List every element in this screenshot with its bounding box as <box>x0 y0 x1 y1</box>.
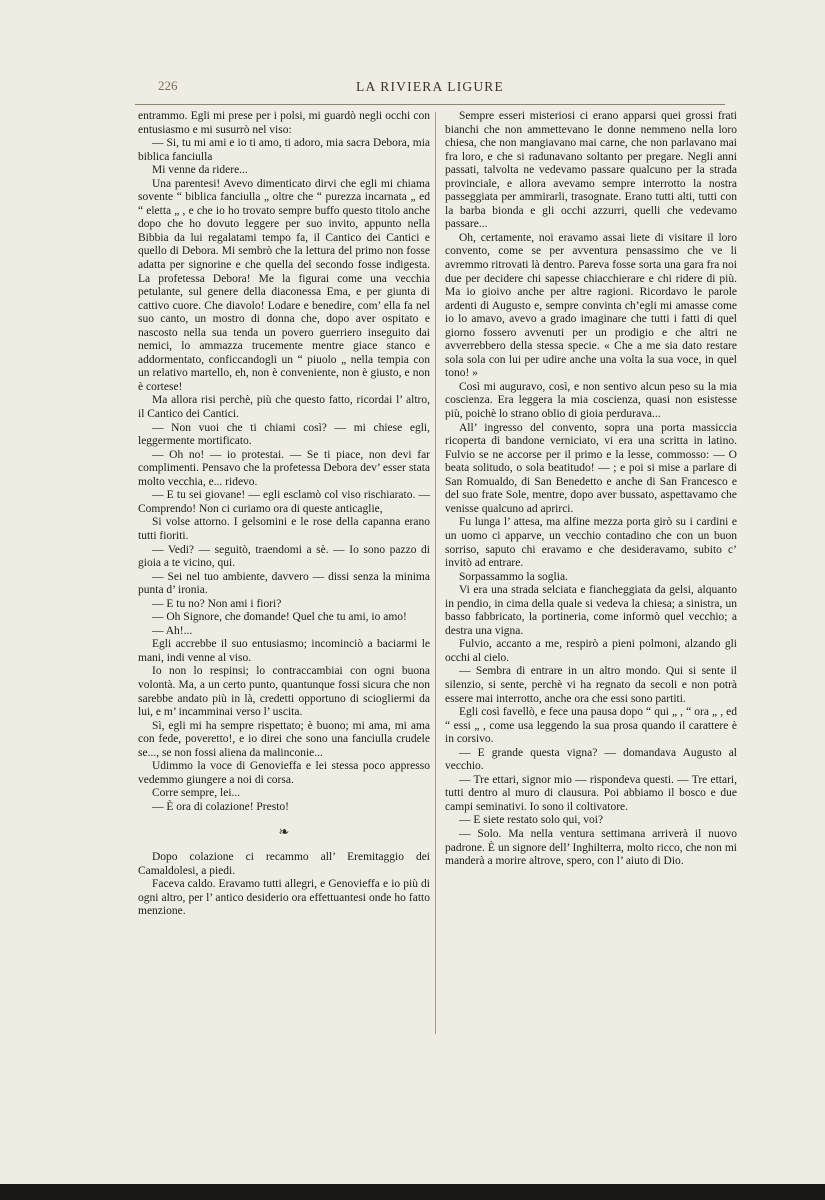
paragraph: — E tu no? Non ami i fiori? <box>152 597 282 610</box>
paragraph: — E grande questa vigna? — domandava Augusto al vecchio. <box>445 746 737 773</box>
paragraph: Fulvio, accanto a me, respirò a pieni polmoni, alzando gli occhi al cielo. <box>445 638 737 664</box>
paragraph: Corre sempre, lei... <box>152 787 241 800</box>
header-rule <box>135 104 725 105</box>
paragraph: Sempre esseri misteriosi ci erano apparsi quei grossi frati bianchi che non ammettevano le donne nemmeno nella loro chiesa, che non mangiavano mai carne, che non parlavano mai fra loro, e che si radunavano soltanto per pregare. Negli anni passati, talvolta ne vedevamo passare qualcuno per la strada provinciale, e allora avevamo sempre interrotto la nostra passeggiata per ammirarli, trasognate. Erano tutti alti, tutti con la barba bionda e gli occhi azzurri, quelli che vedevamo passare... <box>445 110 737 231</box>
paragraph: Vi era una strada selciata e fiancheggiata da gelsi, alquanto in pendio, in cima della quale si vedeva la chiesa; a sinistra, un basso fabbricato, la portineria, come informò quel vecchio; a destra una vigna. <box>445 584 737 637</box>
section-ornament: ❧ <box>278 824 290 840</box>
paragraph: — E siete restato solo qui, voi? <box>459 814 604 827</box>
left-text-column <box>138 110 430 919</box>
paragraph: Ma allora risi perchè, più che questo fatto, ricordai l’ altro, il Cantico dei Cantici. <box>138 394 430 421</box>
paragraph: Fu lunga l’ attesa, ma alfine mezza porta girò su i cardini e un uomo ci apparve, un vecchio contadino che con un buon sorriso, saputo chi eravamo e che desideravamo, subito c’ invitò ad entrare. <box>445 516 737 570</box>
paragraph: Mi venne da ridere... <box>152 164 248 177</box>
paragraph: Una parentesi! Avevo dimenticato dirvi che egli mi chiama sovente “ biblica fanciulla „ oltre che “ purezza incarnata „ ed “ eletta „ , e che io ho trovato sempre buffo questo titolo anche dopo che ho dovuto leggere per suo invito, appunto nella Bibbia da lui regalatami tempo fa, il Cantico dei Cantici e quello di Debora. Mi sembrò che la lettura del primo non fosse adatta per signorine e che quella del secondo fosse indigesta. La profetessa Debora! Me la figurai come una vecchia petulante, sul genere della diaconessa Ema, e per giunta di cattivo cuore. Che diavolo! Lodare e benedire, com’ ella fa nel suo canto, un mostro di donna che, dopo aver ospitato e nascosto nella sua tenda un povero guerriero inseguito dai nemici, lo ammazza trucemente mentre giace stanco e addormentato, conficcandogli un “ piuolo „ nella tempia con un relativo martello, eh, non è conveniente, non è giusto, e non è cortese! <box>138 177 430 393</box>
paragraph: Io non lo respinsi; lo contraccambiai con ogni buona volontà. Ma, a un certo punto, quantunque fossi sicura che non sarebbe andato più in là, credetti opportuno di sciogliermi da lui, e m’ incamminai verso l’ uscita. <box>138 665 430 719</box>
paragraph: Oh, certamente, noi eravamo assai liete di visitare il loro convento, come se per avventura pensassimo che ve li avremmo ritrovati là dentro. Pareva fosse sorta una gara fra noi due per decidere chi sapesse chiacchierare e chi ridere di più. Ma io gioivo anche per altre ragioni. Ricordavo le parole ardenti di Augusto e, sempre convinta ch’egli mi amasse come io lo amavo, avevo a grado imaginare che tutti i fatti di quel giorno fossero avvenuti per un prodigio e che altri ne avverrebbero della stessa specie. « Che a me sia dato restare sola sola con lui per udire anche una volta la sua voce, in quel tono! » <box>445 231 737 380</box>
paragraph: Egli accrebbe il suo entusiasmo; incominciò a baciarmi le mani, indi venne al viso. <box>138 638 430 664</box>
paragraph: Dopo colazione ci recammo all’ Eremitaggio dei Camaldolesi, a piedi. <box>138 850 430 877</box>
paragraph: — È ora di colazione! Presto! <box>152 800 289 813</box>
paragraph: Sì, egli mi ha sempre rispettato; è buono; mi ama, mi ama con fede, poveretto!, e io direi che sono una fanciulla crudele se..., se non fossi aliena da malinconie... <box>138 719 430 759</box>
paragraph: — Oh Signore, che domande! Quel che tu ami, io amo! <box>152 611 407 624</box>
paragraph: — Tre ettari, signor mio — rispondeva questi. — Tre ettari, tutti dentro al muro di clausura. Poi abbiamo il bosco e due campi seminativi. Io sono il coltivatore. <box>445 773 737 813</box>
right-text-column <box>445 110 737 869</box>
paragraph: Faceva caldo. Eravamo tutti allegri, e Genovieffa e io più di ogni altro, per l’ antico desiderio ora effettuantesi onde ho fatto menzione. <box>138 878 430 918</box>
running-title: LA RIVIERA LIGURE <box>356 79 504 94</box>
paragraph: — Non vuoi che ti chiami così? — mi chiese egli, leggermente mortificato. <box>138 421 430 448</box>
paragraph: Così mi auguravo, così, e non sentivo alcun peso su la mia coscienza. Era leggera la mia coscienza, quasi non esistesse più, poichè lo strano oblio di gioia perdurava... <box>445 380 737 421</box>
page-header <box>130 74 730 100</box>
paragraph: Egli così favellò, e fece una pausa dopo “ qui „ , “ ora „ , ed “ essi „ , come usa leggendo la sua prosa quando il carattere è in corsivo. <box>445 706 737 746</box>
paragraph: — Vedi? — seguitò, traendomi a sè. — Io sono pazzo di gioia a te vicino, qui. <box>138 543 430 570</box>
paragraph: Si volse attorno. I gelsomini e le rose della capanna erano tutti fioriti. <box>138 516 430 542</box>
page-number: 226 <box>158 78 178 93</box>
paragraph: — Solo. Ma nella ventura settimana arriverà il nuovo padrone. È un signore dell’ Inghilterra, molto ricco, che non mi manderà a morire altrove, spero, con l’ aiuto di Dio. <box>445 827 737 868</box>
paragraph: — Sembra di entrare in un altro mondo. Qui si sente il silenzio, si sente, perchè vi ha regnato da secoli e non potrà essere mai interrotto, anche ora che essi sono partiti. <box>445 665 737 705</box>
paragraph: entrammo. Egli mi prese per i polsi, mi guardò negli occhi con entusiasmo e mi susurrò nel viso: <box>138 110 430 136</box>
paragraph: — E tu sei giovane! — egli esclamò col viso rischiarato. — Comprendo! Non ci curiamo ora di queste anticaglie, <box>138 489 430 515</box>
paragraph: Udimmo la voce di Genovieffa e lei stessa poco appresso vedemmo giungere a noi di corsa. <box>138 760 430 786</box>
paragraph: — Oh no! — io protestai. — Se ti piace, non devi far complimenti. Pensavo che la profetessa Debora dev’ esser stata molto vecchia, e... ridevo. <box>138 448 430 488</box>
paragraph: All’ ingresso del convento, sopra una porta massiccia ricoperta di bandone verniciato, vi era una scritta in latino. Fulvio se ne accorse per il primo e la lesse, commosso: — O beata solitudo, o sola beatitudo! — ; e poi si mise a parlare di San Romualdo, di San Benedetto e anche di San Francesco e del suo frate Sole, mentre, dopo aver bussato, aspettavamo che venisse qualcuno ad aprirci. <box>445 421 737 515</box>
scan-bottom-edge <box>0 1184 825 1200</box>
column-divider <box>435 112 436 1034</box>
paragraph: — Ah!... <box>152 624 193 637</box>
paragraph: — Sei nel tuo ambiente, davvero — dissi senza la minima punta d’ ironia. <box>138 570 430 597</box>
paragraph: — Si, tu mi ami e io ti amo, ti adoro, mia sacra Debora, mia biblica fanciulla <box>138 137 430 163</box>
paragraph: Sorpassammo la soglia. <box>459 570 568 583</box>
